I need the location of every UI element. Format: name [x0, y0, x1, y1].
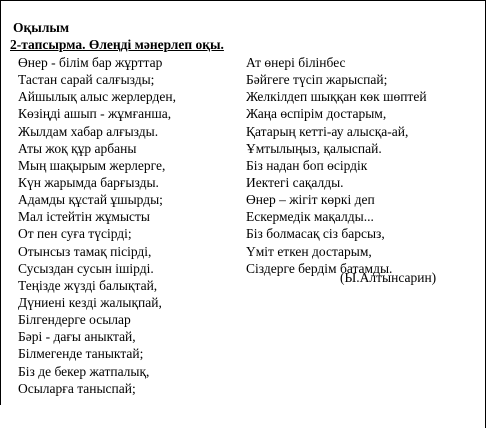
poem-line: Көзіңді ашып - жұмғанша, [18, 106, 172, 122]
poem-line: Отынсыз тамақ пісірді, [18, 243, 152, 259]
poem-line: Айшылық алыс жерлерден, [18, 89, 176, 105]
poem-line: Жылдам хабар алғызды. [18, 123, 159, 139]
poem-left-column [18, 54, 176, 397]
poem-line: Өнер - білім бар жұрттар [18, 55, 163, 70]
poem-line: Білмегенде таныктай; [18, 346, 144, 362]
task-title: 2-тапсырма. Өлеңді мәнерлеп оқы. [10, 37, 224, 52]
poem-line: Үміт еткен достарым, [246, 243, 372, 259]
poem-line: Теңізде жүзді балықтай, [18, 277, 158, 293]
poem-line: Желкілдеп шыққан көк шөптей [246, 89, 427, 105]
document-left-border [0, 0, 1, 405]
poem-line: Сусыздан сусын ішірді. [18, 260, 154, 276]
poem-line: Ескермедік мақалды... [246, 209, 374, 225]
poem-line: Дүниені кезді жалықпай, [18, 294, 162, 310]
poem-line: Аты жоқ құр арбаны [18, 140, 137, 156]
section-heading: Оқылым [13, 20, 70, 35]
poem-line: Біз де бекер жатпалық, [18, 363, 150, 379]
poem-line: Сіздерге бердім батамды. [246, 260, 393, 276]
poem-line: Күн жарымда барғызды. [18, 174, 159, 190]
poem-line: Иектегі сақалды. [246, 174, 344, 190]
poem-line: Мың шақырым жерлерге, [18, 157, 166, 173]
poem-line: Қатарың кетті-ау алысқа-ай, [246, 123, 409, 139]
poem-line: Мал істейтін жұмысты [18, 209, 150, 225]
poem-line: Біз надан боп өсірдік [246, 157, 368, 173]
poem-line: От пен суға түсірді; [18, 226, 132, 242]
poem-line: Білгендерге осылар [18, 312, 131, 328]
poem-line: Жаңа өспірім достарым, [246, 106, 387, 122]
document-top-border [0, 0, 486, 1]
poem-line: Адамды құстай ұшырды; [18, 192, 163, 208]
poem-line: Бәйгеге түсіп жарыспай; [246, 72, 388, 88]
poem-line: Өнер – жігіт көркі деп [246, 192, 375, 208]
poem-line: Бәрі - дағы аныктай, [18, 329, 136, 345]
poem-right-column [246, 54, 427, 277]
poem-author: (Ы.Алтынсарин) [340, 270, 437, 285]
poem-line: Ат өнері білінбес [246, 55, 346, 70]
poem-line: Ұмтылыңыз, қалыспай. [246, 140, 382, 156]
poem-line: Тастан сарай салғызды; [18, 72, 155, 88]
poem-line: Осыларға таныспай; [18, 380, 136, 396]
poem-line: Біз болмасақ сіз барсыз, [246, 226, 385, 242]
